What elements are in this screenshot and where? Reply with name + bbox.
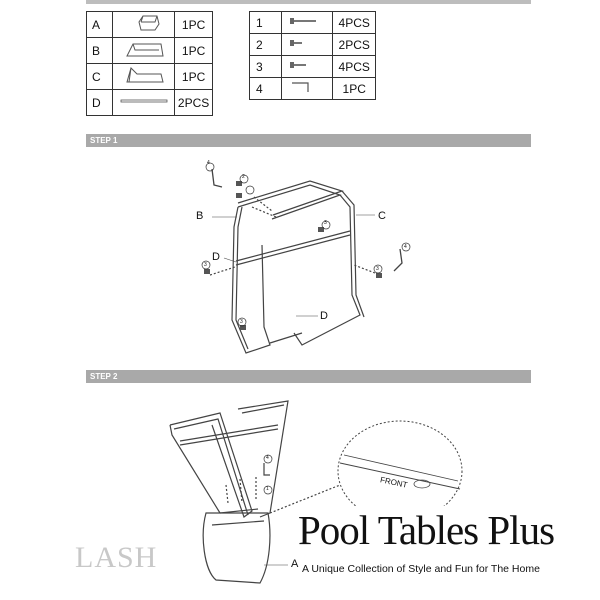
hardware-id: 4 — [250, 78, 282, 100]
hardware-table — [249, 11, 376, 100]
part-qty: 1PC — [175, 12, 213, 38]
callout-d-lower: D — [320, 310, 328, 322]
top-rule — [86, 0, 531, 4]
callout-c: C — [378, 210, 386, 222]
part-qty: 1PC — [175, 38, 213, 64]
callout-3b: 3 — [204, 262, 207, 268]
hardware-row — [250, 12, 376, 34]
rod-icon — [112, 90, 175, 116]
callout-3c: 3 — [376, 266, 379, 272]
callout-4-left: 4 — [207, 160, 210, 166]
frame-c-icon — [112, 64, 175, 90]
front-label: FRONT — [379, 475, 409, 490]
part-id: C — [87, 64, 113, 90]
hardware-id: 3 — [250, 56, 282, 78]
hardware-row — [250, 78, 376, 100]
seat-icon — [112, 12, 175, 38]
brand-tagline: A Unique Collection of Style and Fun for The Home — [302, 563, 540, 575]
callout-1-step2: 1 — [266, 486, 269, 492]
watermark: LASH — [75, 541, 158, 574]
parts-row — [87, 12, 213, 38]
hardware-qty: 4PCS — [333, 12, 376, 34]
hardware-id: 1 — [250, 12, 282, 34]
hardware-qty: 4PCS — [333, 56, 376, 78]
brand-logo-text: Pool Tables Plus — [298, 507, 555, 553]
part-id: B — [87, 38, 113, 64]
hardware-row — [250, 34, 376, 56]
callout-3a: 3 — [324, 220, 327, 226]
hardware-qty: 1PC — [333, 78, 376, 100]
parts-row — [87, 90, 213, 116]
callout-4-right: 4 — [404, 244, 407, 250]
step-2-header: STEP 2 — [86, 370, 531, 383]
part-qty: 2PCS — [175, 90, 213, 116]
frame-b-icon — [112, 38, 175, 64]
allen-key-icon — [282, 78, 333, 100]
step-1-header: STEP 1 — [86, 134, 531, 147]
callout-3d: 3 — [240, 319, 243, 325]
parts-row — [87, 38, 213, 64]
long-bolt-icon — [282, 12, 333, 34]
hardware-row — [250, 56, 376, 78]
callout-d-upper: D — [212, 251, 220, 263]
callout-4-step2: 4 — [266, 455, 269, 461]
step-1-frame-illustration — [190, 155, 420, 360]
hardware-qty: 2PCS — [333, 34, 376, 56]
callout-a: A — [291, 558, 299, 570]
callout-2a: 2 — [242, 174, 245, 180]
parts-row — [87, 64, 213, 90]
part-id: D — [87, 90, 113, 116]
medium-bolt-icon — [282, 56, 333, 78]
part-id: A — [87, 12, 113, 38]
callout-b: B — [196, 210, 204, 222]
short-bolt-icon — [282, 34, 333, 56]
part-qty: 1PC — [175, 64, 213, 90]
hardware-id: 2 — [250, 34, 282, 56]
parts-table — [86, 11, 213, 116]
